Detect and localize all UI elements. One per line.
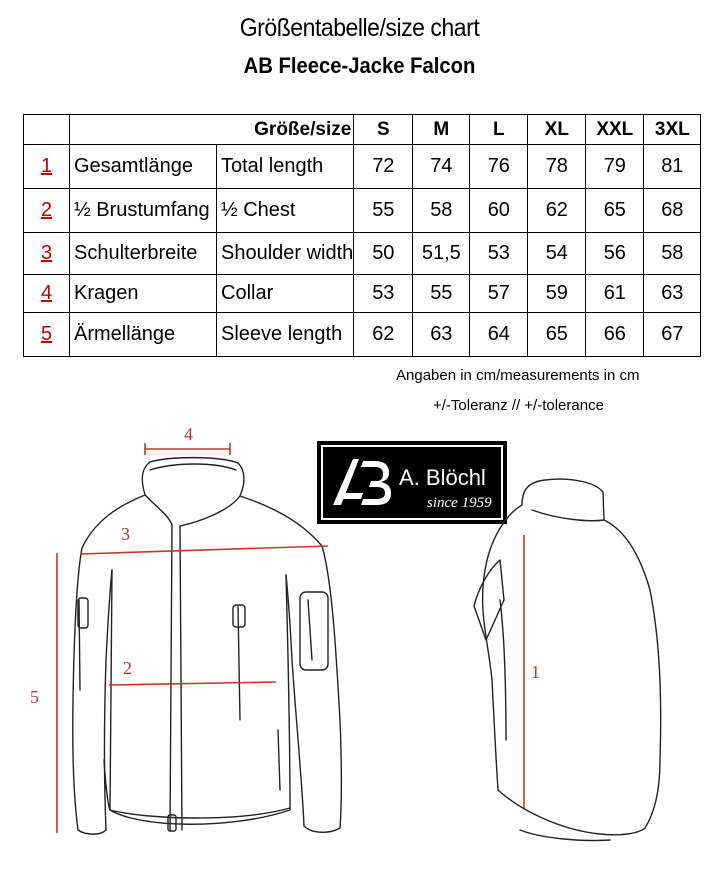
product-title: AB Fleece-Jacke Falcon (243, 53, 476, 78)
row-label-de: ½ Brustumfang (70, 189, 217, 233)
brand-name: A. Blöchl (399, 465, 486, 490)
value-cell: 78 (528, 145, 586, 189)
value-cell: 62 (528, 189, 586, 233)
jacket-front-illustration (0, 415, 360, 879)
tolerance-note: +/-Toleranz // +/-tolerance (433, 397, 604, 414)
table-row (24, 313, 701, 357)
value-cell: 81 (644, 145, 701, 189)
measure-label-1: 1 (531, 662, 540, 682)
size-3xl: 3XL (644, 115, 701, 145)
empty-cell (24, 115, 70, 145)
value-cell: 72 (354, 145, 413, 189)
measure-label-2: 2 (123, 658, 132, 678)
value-cell: 53 (470, 233, 528, 275)
size-header: Größe/size (70, 115, 354, 145)
row-label-de: Gesamtlänge (70, 145, 217, 189)
chart-title: Größentabelle/size chart (239, 14, 480, 42)
value-cell: 79 (586, 145, 644, 189)
table-row (24, 275, 701, 313)
size-l: L (470, 115, 528, 145)
value-cell: 66 (586, 313, 644, 357)
brand-since: since 1959 (427, 495, 492, 511)
value-cell: 56 (586, 233, 644, 275)
value-cell: 55 (354, 189, 413, 233)
table-header-row (24, 115, 701, 145)
value-cell: 58 (413, 189, 470, 233)
value-cell: 65 (528, 313, 586, 357)
row-label-de: Schulterbreite (70, 233, 217, 275)
value-cell: 60 (470, 189, 528, 233)
size-xl: XL (528, 115, 586, 145)
row-label-de: Kragen (70, 275, 217, 313)
value-cell: 76 (470, 145, 528, 189)
measure-label-5: 5 (30, 687, 39, 707)
value-cell: 59 (528, 275, 586, 313)
table-row (24, 233, 701, 275)
value-cell: 55 (413, 275, 470, 313)
value-cell: 62 (354, 313, 413, 357)
jacket-side-illustration (460, 470, 710, 860)
row-index: 2 (24, 189, 70, 233)
row-label-en: Shoulder width (217, 233, 354, 275)
table-row (24, 145, 701, 189)
value-cell: 63 (413, 313, 470, 357)
value-cell: 65 (586, 189, 644, 233)
value-cell: 74 (413, 145, 470, 189)
value-cell: 57 (470, 275, 528, 313)
row-label-en: Collar (217, 275, 354, 313)
row-index: 3 (24, 233, 70, 275)
value-cell: 50 (354, 233, 413, 275)
size-table (23, 114, 701, 357)
row-label-de: Ärmellänge (70, 313, 217, 357)
row-label-en: ½ Chest (217, 189, 354, 233)
value-cell: 61 (586, 275, 644, 313)
size-m: M (413, 115, 470, 145)
value-cell: 67 (644, 313, 701, 357)
size-xxl: XXL (586, 115, 644, 145)
row-index: 5 (24, 313, 70, 357)
row-label-en: Sleeve length (217, 313, 354, 357)
value-cell: 58 (644, 233, 701, 275)
table-row (24, 189, 701, 233)
row-index: 1 (24, 145, 70, 189)
value-cell: 64 (470, 313, 528, 357)
row-label-en: Total length (217, 145, 354, 189)
measure-label-4: 4 (184, 424, 193, 444)
measure-label-3: 3 (121, 524, 130, 544)
units-note: Angaben in cm/measurements in cm (396, 367, 640, 384)
value-cell: 68 (644, 189, 701, 233)
value-cell: 63 (644, 275, 701, 313)
value-cell: 51,5 (413, 233, 470, 275)
row-index: 4 (24, 275, 70, 313)
value-cell: 54 (528, 233, 586, 275)
value-cell: 53 (354, 275, 413, 313)
size-s: S (354, 115, 413, 145)
